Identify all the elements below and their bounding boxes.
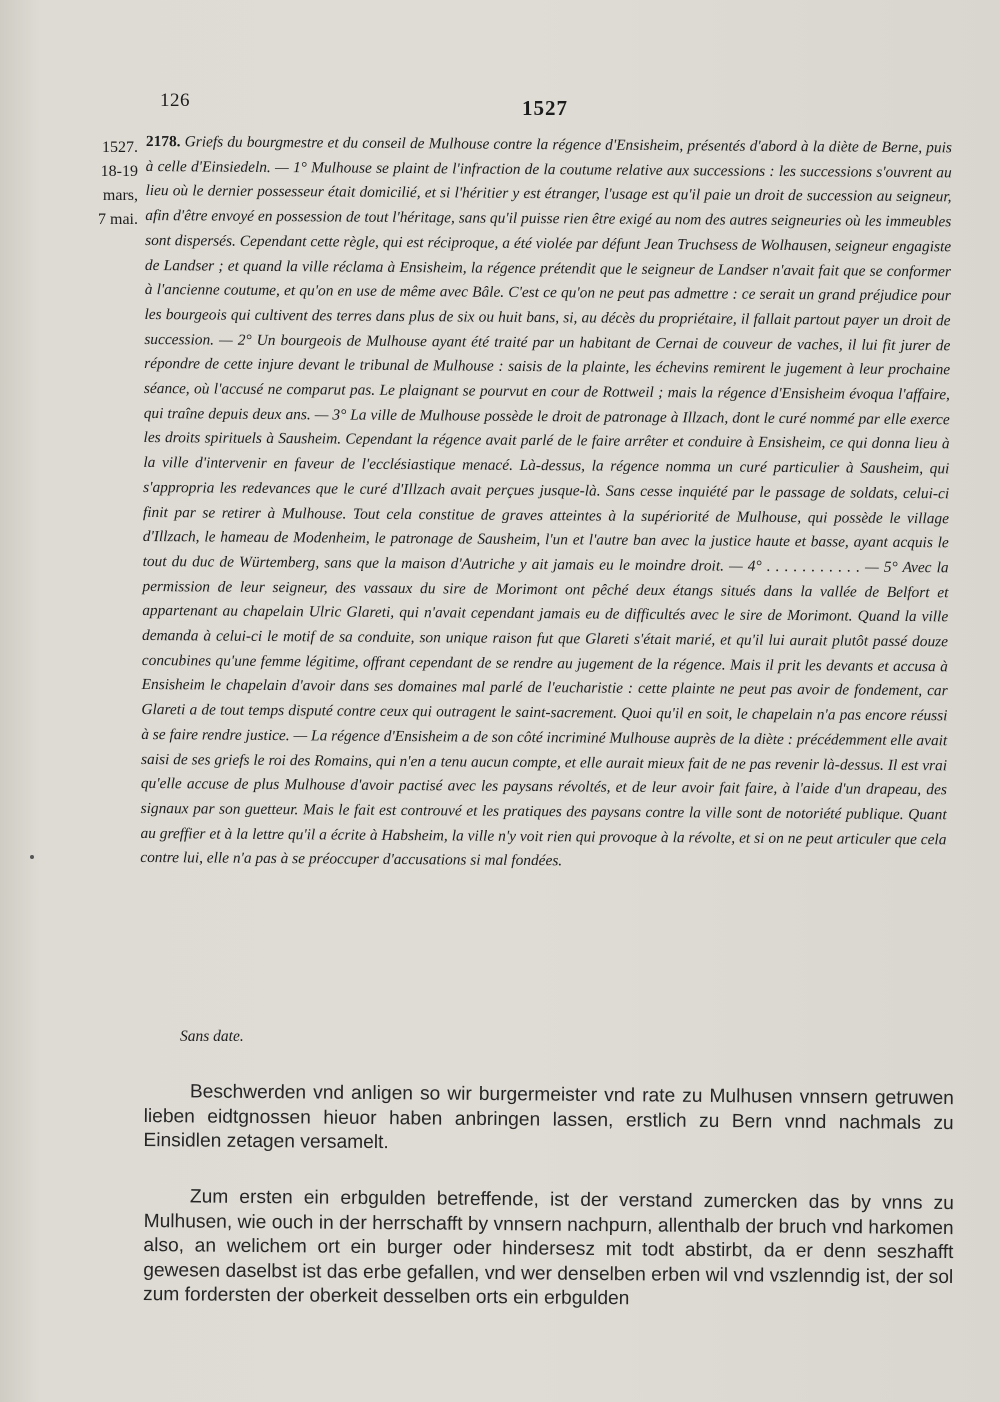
page-speck — [30, 855, 34, 859]
sans-date-note: Sans date. — [180, 1028, 244, 1045]
entry-summary — [140, 130, 952, 877]
page-number: 126 — [160, 90, 190, 111]
margin-date-line: mars, — [102, 187, 138, 204]
running-head-year: 1527 — [522, 96, 568, 120]
margin-dates — [60, 136, 138, 232]
margin-date-line: 1527. — [102, 139, 138, 156]
margin-date-line: 7 mai. — [98, 211, 138, 228]
margin-date-line: 18-19 — [100, 163, 138, 180]
german-paragraph-2: Zum ersten ein erbgulden betreffende, ist der verstand zumercken das by vnns zu Mulhusen, wie ouch in der herrschafft by vnnsern nachpurn, allenthalb der bruch vnd harkomen also, an welichem ort ein burger oder hindersesz mit todt abstirbt, da er denn seszhafft gewesen daselbst ist das erbe gefallen, vnd wer denselben erben wil vnd vszlenndig ist, der sol zum fordersten der oberkeit desselben orts ein erbgulden — [142, 1186, 954, 1310]
german-paragraph-1: Beschwerden vnd anligen so wir burgermeister vnd rate zu Mulhusen vnnsern getruwen lieben eidtgnossen hieuor haben anbringen lassen, erstlich zu Bern vnnd nachmals zu Einsidlen zetagen versamelt. — [143, 1081, 954, 1154]
entry-number: 2178. — [145, 132, 181, 151]
summary-text: Griefs du bourgmestre et du conseil de Mulhouse contre la régence d'Ensisheim, présentés d'abord à la diète de Berne, puis à celle d'Einsiedeln. — 1° Mulhouse se plaint de l'infraction de la coutume relative aux successions : les successions s'ouvrent au lieu où le dernier possesseur était domicilié, et si l'héritier y est étranger, l'usage est qu'il paie un droit de succession au seigneur, afin d'être envoyé en possession de tout l'héritage, sans qu'il puisse rien être exigé au nom des autres seigneuries où les immeubles sont dispersés. Cependant cette règle, qui est réciproque, a été violée par défunt Jean Truchsess de Wolhausen, seigneur engagiste de Landser ; et quand la ville réclama à Ensisheim, la régence prétendit que le seigneur de Landser n'avait fait que se conformer à l'ancienne coutume, et qu'on en use de même avec Bâle. C'est ce qu'on ne peut pas admettre : ce serait un grand préjudice pour les bourgeois qui cultivent des terres dans plus de six ou huit bans, si, au décès du propriétaire, il fallait partout payer un droit de succession. — 2° Un bourgeois de Mulhouse ayant été traité par un habitant de Cernai de couveur de vaches, il lui fit jurer de répondre de cette injure devant le tribunal de Mulhouse : saisis de la plainte, les échevins remirent le jugement à leur prochaine séance, où l'accusé ne comparut pas. Le plaignant se pourvut en cour de Rottweil ; mais la régence d'Ensisheim évoqua l'affaire, qui traîne depuis deux ans. — 3° La ville de Mulhouse possède le droit de patronage à Illzach, dont le curé nommé par elle exerce les droits spirituels à Sausheim. Cependant la régence avait parlé de le faire arrêter et conduire à Ensisheim, ce qui donna lieu à la ville d'intervenir en faveur de l'ecclésiastique menacé. Là-dessus, la régence nomma un curé particulier à Sausheim, qui s'appropria les redevances que le curé d'Illzach avait perçues jusque-là. Sans cesse inquiété par le passage de soldats, celui-ci finit par se retirer à Mulhouse. Tout cela constitue de graves atteintes à la supériorité de Mulhouse, qui possède le village d'Illzach, le hameau de Modenheim, le patronage de Sausheim, l'un et l'autre ban avec la justice haute et basse, ayant acquis le tout du duc de Würtemberg, sans que la maison d'Autriche y ait jamais eu le moindre droit. — 4° . . . . . . . . . . . — 5° Avec la permission de leur seigneur, des vassaux du sire de Morimont ont pêché deux étangs situés dans la vallée de Belfort et appartenant au chapelain Ulric Glareti, qui n'avait cependant jamais eu de difficultés avec le sire de Morimont. Quand la ville demanda à celui-ci le motif de sa conduite, son unique raison fut que Glareti s'était marié, et qu'il lui aurait plutôt passé douze concubines qu'une femme légitime, offrant cependant de se rendre au jugement de la régence. Mais il prit les devants et accusa à Ensisheim le chapelain d'avoir dans ses domaines mal parlé de l'eucharistie : cette plainte ne peut pas avoir de fondement, car Glareti a de tout temps disputé contre ceux qui outragent le saint-sacrement. Quoi qu'il en soit, le chapelain n'a pas encore réussi à se faire rendre justice. — La régence d'Ensisheim a de son côté incriminé Mulhouse auprès de la diète : précédemment elle avait saisi de ses griefs le roi des Romains, qui n'en a tenu aucun compte, et elle aurait mieux fait de ne pas revenir là-dessus. Il est vrai qu'elle accuse de plus Mulhouse d'avoir pactisé avec les paysans révoltés, et de leur avoir fait faire, à l'aide d'un drapeau, des signaux par son guetteur. Mais le fait est controuvé et les pratiques des paysans contre la ville sont de notoriété publique. Quant au greffier et à la lettre qu'il a écrite à Habsheim, la ville n'y voit rien qui provoque à la révolte, et si on ne peut articuler que cela contre lui, elle n'a pas à se préoccuper d'accusations si mal fondées. — [140, 133, 952, 870]
